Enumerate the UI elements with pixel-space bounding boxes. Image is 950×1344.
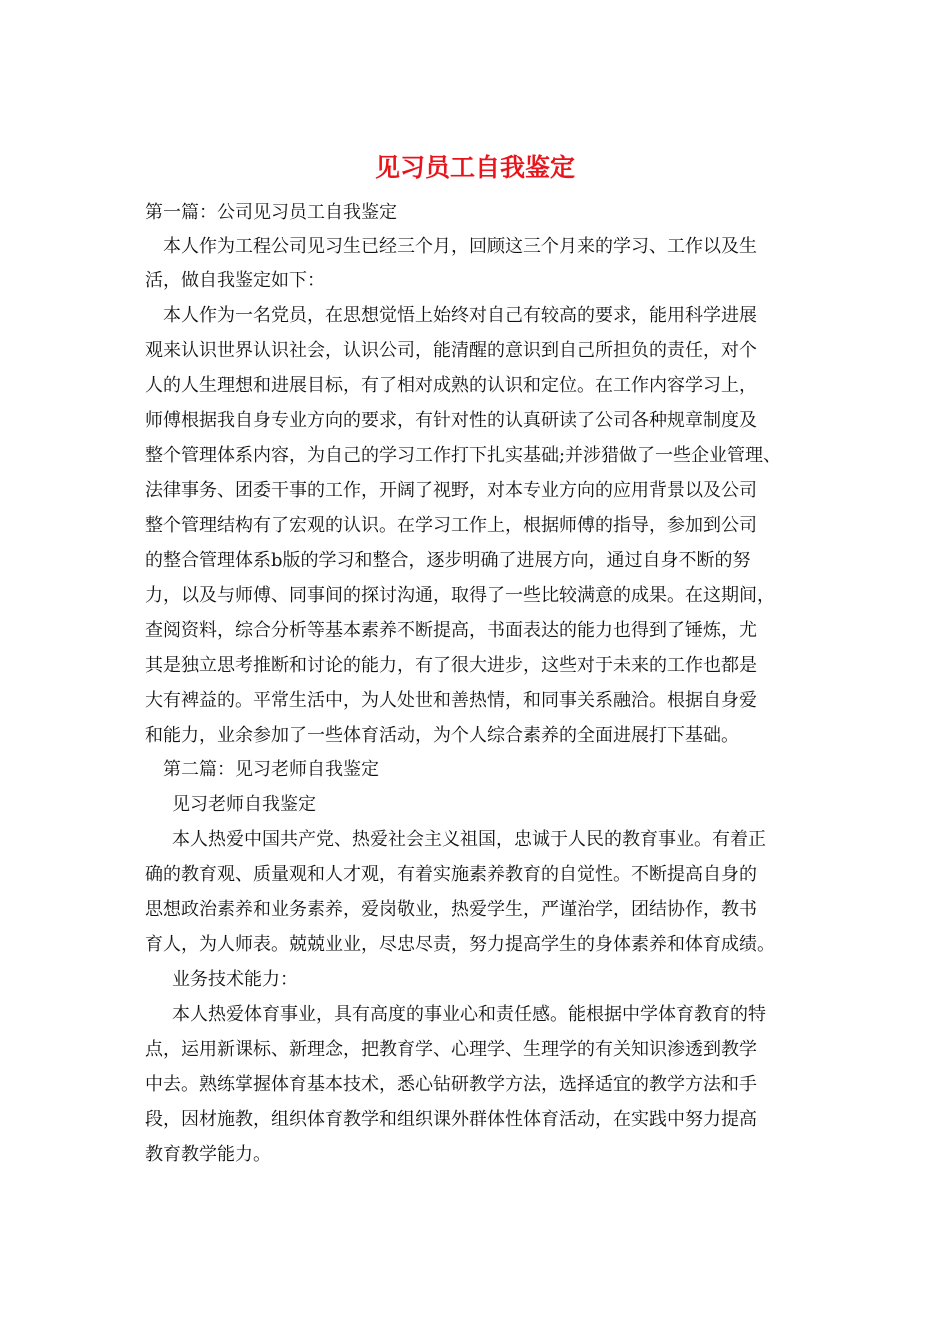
paragraph-line: 本人作为工程公司见习生已经三个月，回顾这三个月来的学习、工作以及生 [163, 236, 757, 257]
paragraph-line: 本人热爱体育事业，具有高度的事业心和责任感。能根据中学体育教育的特 [172, 1004, 766, 1025]
paragraph-line: 活，做自我鉴定如下： [145, 270, 325, 291]
paragraph-line: 观来认识世界认识社会，认识公司，能清醒的意识到自己所担负的责任，对个 [145, 340, 757, 361]
subheading: 见习老师自我鉴定 [172, 794, 316, 815]
paragraph-line: 思想政治素养和业务素养，爱岗敬业，热爱学生，严谨治学，团结协作，教书 [145, 899, 757, 920]
paragraph-line: 大有裨益的。平常生活中，为人处世和善热情，和同事关系融洽。根据自身爱 [145, 690, 757, 711]
paragraph-line: 本人热爱中国共产党、热爱社会主义祖国，忠诚于人民的教育事业。有着正 [172, 829, 766, 850]
paragraph-line: 中去。熟练掌握体育基本技术，悉心钻研教学方法，选择适宜的教学方法和手 [145, 1074, 757, 1095]
paragraph-line: 查阅资料，综合分析等基本素养不断提高，书面表达的能力也得到了锤炼，尤 [145, 620, 757, 641]
document-title: 见习员工自我鉴定 [374, 153, 575, 182]
paragraph-line: 确的教育观、质量观和人才观，有着实施素养教育的自觉性。不断提高自身的 [145, 864, 757, 885]
paragraph-line: 其是独立思考推断和讨论的能力，有了很大进步，这些对于未来的工作也都是 [145, 655, 757, 676]
paragraph-line: 点，运用新课标、新理念，把教育学、心理学、生理学的有关知识渗透到教学 [145, 1039, 757, 1060]
paragraph-line: 人的人生理想和进展目标，有了相对成熟的认识和定位。在工作内容学习上， [145, 375, 757, 396]
paragraph-line: 本人作为一名党员，在思想觉悟上始终对自己有较高的要求，能用科学进展 [163, 305, 757, 326]
paragraph-line: 教育教学能力。 [145, 1144, 271, 1165]
paragraph-line: 的整合管理体系b版的学习和整合，逐步明确了进展方向，通过自身不断的努 [145, 550, 751, 571]
section-heading-2: 第二篇：见习老师自我鉴定 [163, 759, 379, 780]
paragraph-line: 整个管理体系内容，为自己的学习工作打下扎实基础;并涉猎做了一些企业管理、 [145, 445, 782, 466]
subheading: 业务技术能力： [172, 969, 298, 990]
paragraph-line: 段，因材施教，组织体育教学和组织课外群体性体育活动，在实践中努力提高 [145, 1109, 757, 1130]
paragraph-line: 师傅根据我自身专业方向的要求，有针对性的认真研读了公司各种规章制度及 [145, 410, 757, 431]
paragraph-line: 整个管理结构有了宏观的认识。在学习工作上，根据师傅的指导，参加到公司 [145, 515, 757, 536]
paragraph-line: 育人，为人师表。兢兢业业，尽忠尽责，努力提高学生的身体素养和体育成绩。 [145, 934, 775, 955]
paragraph-line: 法律事务、团委干事的工作，开阔了视野，对本专业方向的应用背景以及公司 [145, 480, 757, 501]
section-heading-1: 第一篇：公司见习员工自我鉴定 [145, 202, 397, 223]
paragraph-line: 和能力，业余参加了一些体育活动，为个人综合素养的全面进展打下基础。 [145, 725, 739, 746]
paragraph-line: 力，以及与师傅、同事间的探讨沟通，取得了一些比较满意的成果。在这期间， [145, 585, 775, 606]
